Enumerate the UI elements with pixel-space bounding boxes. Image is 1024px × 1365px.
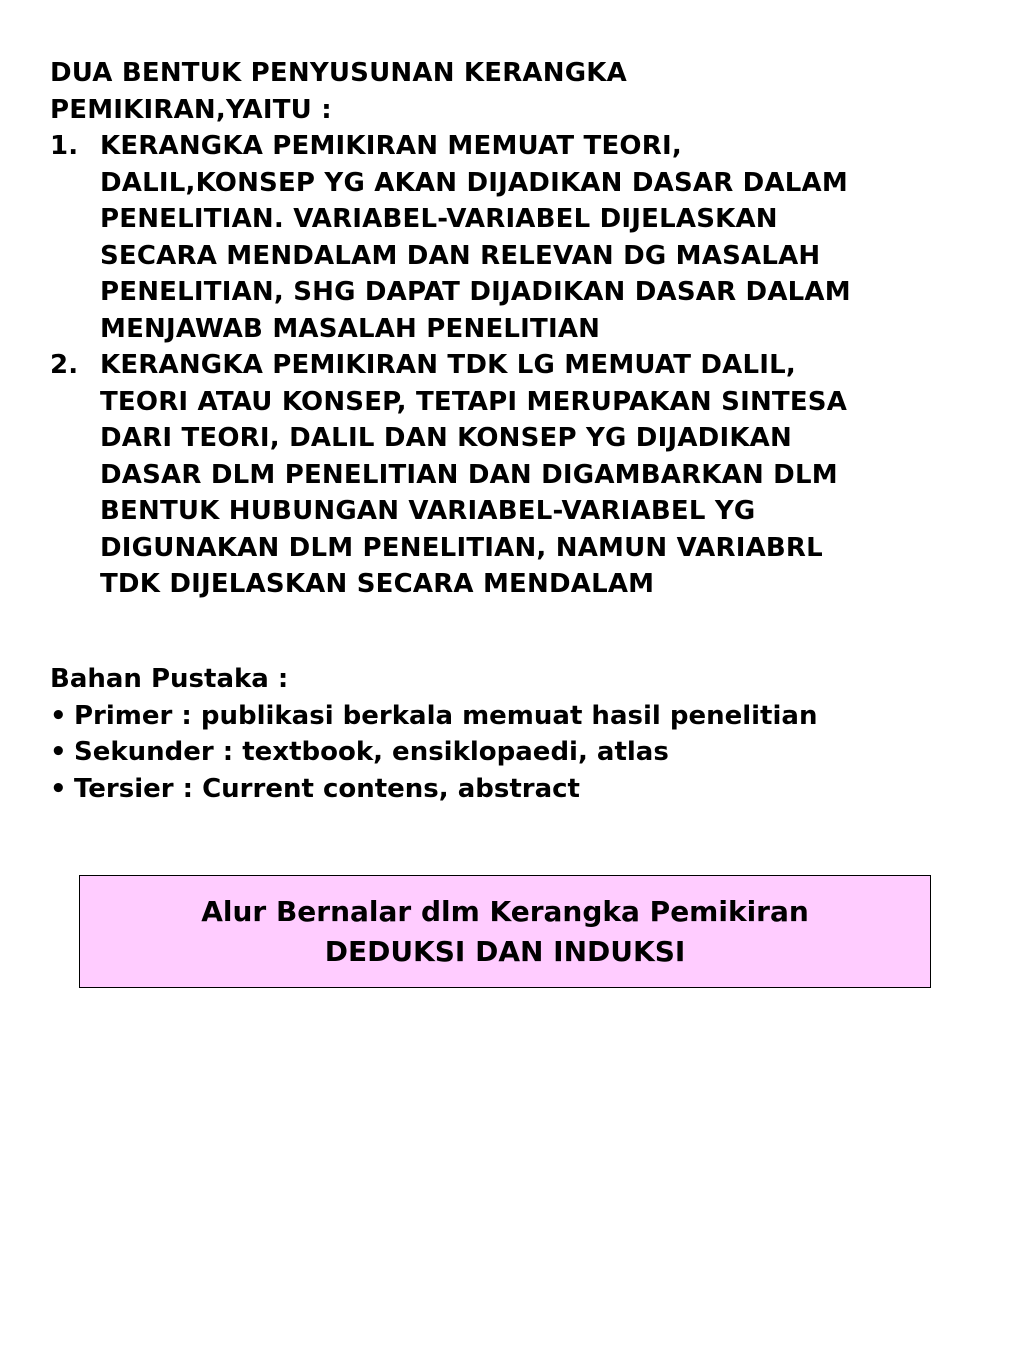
page-title xyxy=(50,55,990,128)
title-line-1: DUA BENTUK PENYUSUNAN KERANGKA xyxy=(50,58,627,88)
list-text-line: KERANGKA PEMIKIRAN TDK LG MEMUAT DALIL, xyxy=(100,350,796,380)
list-number-2: 2. xyxy=(50,350,79,380)
bahan-pustaka-section xyxy=(50,661,990,807)
title-line-2: PEMIKIRAN,YAITU : xyxy=(50,94,332,125)
list-text-line: SECARA MENDALAM DAN RELEVAN DG MASALAH xyxy=(100,240,821,271)
bullet-icon: • xyxy=(50,773,67,804)
pustaka-list xyxy=(50,698,990,808)
pustaka-heading: Bahan Pustaka : xyxy=(50,664,289,694)
pustaka-item-text: Tersier : Current contens, abstract xyxy=(74,773,580,804)
list-text-line: MENJAWAB MASALAH PENELITIAN xyxy=(100,313,601,344)
list-text-line: KERANGKA PEMIKIRAN MEMUAT TEORI, xyxy=(100,131,682,161)
callout-line-1: Alur Bernalar dlm Kerangka Pemikiran xyxy=(201,894,809,928)
bullet-icon: • xyxy=(50,737,67,767)
list-item-2 xyxy=(50,347,990,603)
numbered-list xyxy=(50,128,990,603)
list-text-line: DALIL,KONSEP YG AKAN DIJADIKAN DASAR DALAM xyxy=(100,167,848,198)
pustaka-item-text: Primer : publikasi berkala memuat hasil penelitian xyxy=(74,700,818,731)
list-text-line: BENTUK HUBUNGAN VARIABEL-VARIABEL YG xyxy=(100,496,756,526)
list-text-line: TDK DIJELASKAN SECARA MENDALAM xyxy=(100,569,655,599)
callout-line-2: DEDUKSI DAN INDUKSI xyxy=(324,934,686,968)
list-text-line: DARI TEORI, DALIL DAN KONSEP YG DIJADIKAN xyxy=(100,423,792,453)
list-text-line: TEORI ATAU KONSEP, TETAPI MERUPAKAN SINTESA xyxy=(100,386,848,417)
list-text-line: DIGUNAKAN DLM PENELITIAN, NAMUN VARIABRL xyxy=(100,532,823,563)
pustaka-item-primer xyxy=(50,698,990,735)
main-content xyxy=(50,55,990,603)
bullet-icon: • xyxy=(50,700,67,731)
list-number-1: 1. xyxy=(50,131,79,161)
pustaka-item-sekunder xyxy=(50,734,990,771)
list-text-line: PENELITIAN. VARIABEL-VARIABEL DIJELASKAN xyxy=(100,204,778,234)
list-item-1 xyxy=(50,128,990,347)
list-text-line: PENELITIAN, SHG DAPAT DIJADIKAN DASAR DALAM xyxy=(100,277,851,307)
callout-box xyxy=(79,875,931,988)
list-text-line: DASAR DLM PENELITIAN DAN DIGAMBARKAN DLM xyxy=(100,459,838,490)
pustaka-item-tersier xyxy=(50,771,990,808)
pustaka-item-text: Sekunder : textbook, ensiklopaedi, atlas xyxy=(74,737,669,767)
